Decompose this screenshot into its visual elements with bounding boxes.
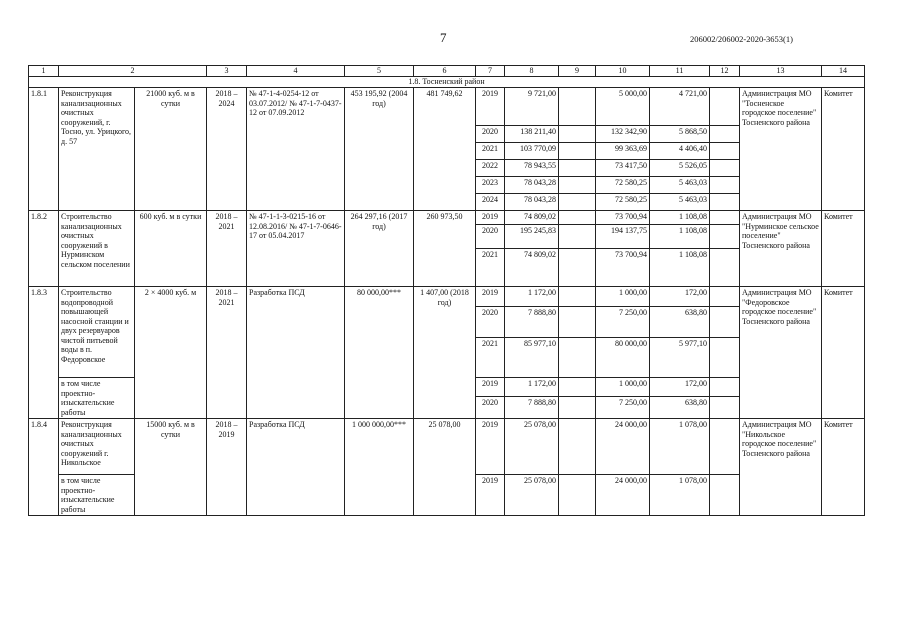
- col12-cell: [710, 126, 740, 143]
- year-cell: 2020: [476, 126, 505, 143]
- year-cell: 2019: [476, 419, 505, 475]
- investment-table: [28, 65, 865, 516]
- row-id-cell: 1.8.1: [29, 88, 59, 211]
- col9-cell: [559, 88, 596, 126]
- col9-cell: [559, 419, 596, 475]
- amount-total-cell: 195 245,83: [505, 225, 559, 249]
- amount-budget-cell: 80 000,00: [596, 338, 650, 378]
- year-cell: 2021: [476, 249, 505, 287]
- year-cell: 2021: [476, 143, 505, 160]
- col12-cell: [710, 397, 740, 419]
- year-cell: 2019: [476, 287, 505, 307]
- row-id-cell: 1.8.2: [29, 211, 59, 287]
- col12-cell: [710, 249, 740, 287]
- col6-cell: 25 078,00: [414, 419, 476, 516]
- amount-total-cell: 1 172,00: [505, 287, 559, 307]
- col9-cell: [559, 160, 596, 177]
- column-number-row: [29, 66, 865, 77]
- period-cell: 2018 – 2021: [207, 287, 247, 419]
- project-name-cell: Строительство водопроводной повышающей насосной станции и двух резервуаров чистой питьевой воды в п. Федоровское: [59, 287, 135, 378]
- row-id-cell: 1.8.4: [29, 419, 59, 516]
- amount-total-cell: 25 078,00: [505, 419, 559, 475]
- year-cell: 2021: [476, 338, 505, 378]
- administration-cell: Администрация МО "Тосненское городское поселение" Тосненского района: [740, 88, 822, 211]
- col12-cell: [710, 177, 740, 194]
- column-header: 11: [650, 66, 710, 77]
- column-header: 3: [207, 66, 247, 77]
- page-number: 7: [440, 30, 447, 45]
- committee-cell: Комитет: [822, 211, 865, 287]
- col9-cell: [559, 397, 596, 419]
- amount-total-cell: 25 078,00: [505, 475, 559, 516]
- column-header: 5: [345, 66, 414, 77]
- col12-cell: [710, 160, 740, 177]
- cost-cell: 264 297,16 (2017 год): [345, 211, 414, 287]
- column-header: 9: [559, 66, 596, 77]
- column-header: 6: [414, 66, 476, 77]
- col12-cell: [710, 143, 740, 160]
- committee-cell: Комитет: [822, 287, 865, 419]
- column-header: 8: [505, 66, 559, 77]
- project-name-cell: Реконструкция канализационных очистных сооружений г. Никольское: [59, 419, 135, 475]
- amount-budget-cell: 1 000,00: [596, 378, 650, 397]
- column-header: 14: [822, 66, 865, 77]
- table-row: [29, 88, 865, 126]
- table-row: [29, 211, 865, 225]
- amount-total-cell: 1 172,00: [505, 378, 559, 397]
- documents-cell: Разработка ПСД: [247, 419, 345, 516]
- amount-total-cell: 74 809,02: [505, 249, 559, 287]
- amount-budget-cell: 73 417,50: [596, 160, 650, 177]
- amount-total-cell: 78 043,28: [505, 194, 559, 211]
- col12-cell: [710, 211, 740, 225]
- amount-total-cell: 103 770,09: [505, 143, 559, 160]
- col9-cell: [559, 249, 596, 287]
- amount-total-cell: 78 043,28: [505, 177, 559, 194]
- amount-budget-cell: 24 000,00: [596, 475, 650, 516]
- amount-total-cell: 9 721,00: [505, 88, 559, 126]
- col12-cell: [710, 225, 740, 249]
- amount-budget-cell: 7 250,00: [596, 397, 650, 419]
- administration-cell: Администрация МО "Федоровское городское поселение" Тосненского района: [740, 287, 822, 419]
- amount-total-cell: 78 943,55: [505, 160, 559, 177]
- col9-cell: [559, 194, 596, 211]
- row-id-cell: 1.8.3: [29, 287, 59, 419]
- amount-budget-cell: 73 700,94: [596, 249, 650, 287]
- amount-budget-cell: 72 580,25: [596, 194, 650, 211]
- amount-budget-cell: 132 342,90: [596, 126, 650, 143]
- amount-local-cell: 638,80: [650, 397, 710, 419]
- year-cell: 2019: [476, 88, 505, 126]
- col9-cell: [559, 177, 596, 194]
- col12-cell: [710, 378, 740, 397]
- amount-total-cell: 74 809,02: [505, 211, 559, 225]
- year-cell: 2024: [476, 194, 505, 211]
- col9-cell: [559, 211, 596, 225]
- col9-cell: [559, 338, 596, 378]
- col9-cell: [559, 143, 596, 160]
- capacity-cell: 15000 куб. м в сутки: [135, 419, 207, 516]
- amount-total-cell: 85 977,10: [505, 338, 559, 378]
- amount-budget-cell: 73 700,94: [596, 211, 650, 225]
- year-cell: 2020: [476, 397, 505, 419]
- capacity-cell: 600 куб. м в сутки: [135, 211, 207, 287]
- year-cell: 2019: [476, 211, 505, 225]
- col12-cell: [710, 287, 740, 307]
- period-cell: 2018 – 2019: [207, 419, 247, 516]
- year-cell: 2019: [476, 475, 505, 516]
- cost-cell: 453 195,92 (2004 год): [345, 88, 414, 211]
- amount-local-cell: 4 406,40: [650, 143, 710, 160]
- col9-cell: [559, 287, 596, 307]
- amount-budget-cell: 5 000,00: [596, 88, 650, 126]
- committee-cell: Комитет: [822, 88, 865, 211]
- col9-cell: [559, 475, 596, 516]
- amount-local-cell: 5 868,50: [650, 126, 710, 143]
- cost-cell: 1 000 000,00***: [345, 419, 414, 516]
- subitem-name-cell: в том числе проектно-изыскательские работы: [59, 378, 135, 419]
- amount-local-cell: 1 078,00: [650, 475, 710, 516]
- amount-local-cell: 1 108,08: [650, 249, 710, 287]
- col6-cell: 1 407,00 (2018 год): [414, 287, 476, 419]
- col12-cell: [710, 194, 740, 211]
- subitem-name-cell: в том числе проектно-изыскательские работы: [59, 475, 135, 516]
- amount-budget-cell: 1 000,00: [596, 287, 650, 307]
- col12-cell: [710, 307, 740, 338]
- column-header: 7: [476, 66, 505, 77]
- col9-cell: [559, 225, 596, 249]
- project-name-cell: Реконструкция канализационных очистных сооружений, г. Тосно, ул. Урицкого, д. 57: [59, 88, 135, 211]
- amount-total-cell: 7 888,80: [505, 307, 559, 338]
- table-row: [29, 287, 865, 307]
- amount-local-cell: 1 108,08: [650, 211, 710, 225]
- amount-local-cell: 172,00: [650, 378, 710, 397]
- column-header: 10: [596, 66, 650, 77]
- region-row: [29, 77, 865, 88]
- amount-budget-cell: 194 137,75: [596, 225, 650, 249]
- document-code: 206002/206002-2020-3653(1): [690, 34, 793, 44]
- documents-cell: Разработка ПСД: [247, 287, 345, 419]
- table-row: [29, 419, 865, 475]
- column-header: 4: [247, 66, 345, 77]
- amount-total-cell: 138 211,40: [505, 126, 559, 143]
- year-cell: 2020: [476, 225, 505, 249]
- administration-cell: Администрация МО "Нурминское сельское поселение" Тосненского района: [740, 211, 822, 287]
- col12-cell: [710, 475, 740, 516]
- year-cell: 2019: [476, 378, 505, 397]
- col9-cell: [559, 126, 596, 143]
- amount-local-cell: 5 526,05: [650, 160, 710, 177]
- col12-cell: [710, 338, 740, 378]
- column-header: 12: [710, 66, 740, 77]
- amount-budget-cell: 72 580,25: [596, 177, 650, 194]
- amount-local-cell: 5 977,10: [650, 338, 710, 378]
- amount-local-cell: 1 078,00: [650, 419, 710, 475]
- col12-cell: [710, 88, 740, 126]
- col6-cell: 481 749,62: [414, 88, 476, 211]
- amount-local-cell: 5 463,03: [650, 177, 710, 194]
- column-header: 13: [740, 66, 822, 77]
- documents-cell: № 47-1-1-3-0215-16 от 12.08.2016/ № 47-1-7-0646-17 от 05.04.2017: [247, 211, 345, 287]
- period-cell: 2018 – 2024: [207, 88, 247, 211]
- period-cell: 2018 – 2021: [207, 211, 247, 287]
- year-cell: 2020: [476, 307, 505, 338]
- administration-cell: Администрация МО "Никольское городское поселение" Тосненского района: [740, 419, 822, 516]
- column-header: 2: [59, 66, 207, 77]
- amount-budget-cell: 99 363,69: [596, 143, 650, 160]
- capacity-cell: 21000 куб. м в сутки: [135, 88, 207, 211]
- amount-local-cell: 4 721,00: [650, 88, 710, 126]
- project-name-cell: Строительство канализационных очистных сооружений в Нурминском сельском поселении: [59, 211, 135, 287]
- year-cell: 2022: [476, 160, 505, 177]
- col12-cell: [710, 419, 740, 475]
- amount-local-cell: 172,00: [650, 287, 710, 307]
- committee-cell: Комитет: [822, 419, 865, 516]
- year-cell: 2023: [476, 177, 505, 194]
- amount-local-cell: 638,80: [650, 307, 710, 338]
- amount-budget-cell: 24 000,00: [596, 419, 650, 475]
- col9-cell: [559, 307, 596, 338]
- capacity-cell: 2 × 4000 куб. м: [135, 287, 207, 419]
- col9-cell: [559, 378, 596, 397]
- cost-cell: 80 000,00***: [345, 287, 414, 419]
- region-title: 1.8. Тосненский район: [29, 77, 865, 88]
- amount-budget-cell: 7 250,00: [596, 307, 650, 338]
- column-header: 1: [29, 66, 59, 77]
- amount-total-cell: 7 888,80: [505, 397, 559, 419]
- amount-local-cell: 1 108,08: [650, 225, 710, 249]
- amount-local-cell: 5 463,03: [650, 194, 710, 211]
- documents-cell: № 47-1-4-0254-12 от 03.07.2012/ № 47-1-7-0437-12 от 07.09.2012: [247, 88, 345, 211]
- col6-cell: 260 973,50: [414, 211, 476, 287]
